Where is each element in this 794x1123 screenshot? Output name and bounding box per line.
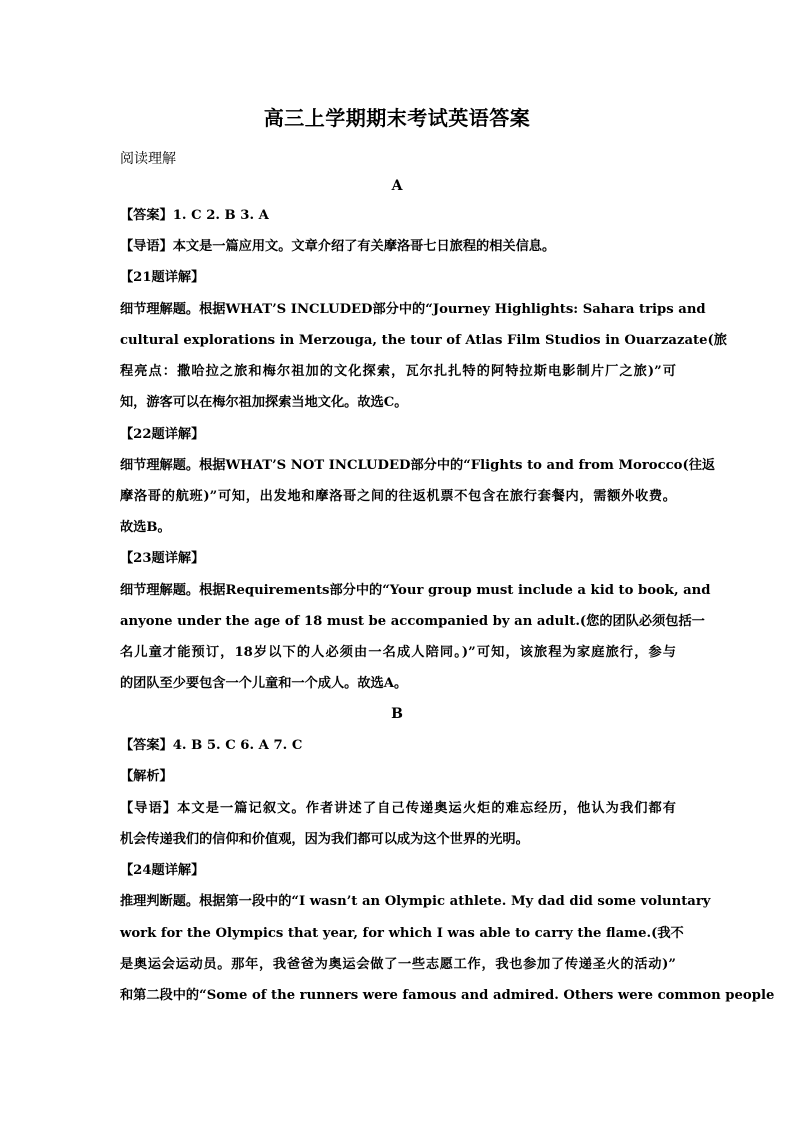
q24-line: 是奥运会运动员。那年，我爸爸为奥运会做了一些志愿工作，我也参加了传递圣火的活动)”: [120, 957, 676, 972]
q21-heading: 【21题详解】: [120, 270, 205, 285]
q22-line: 细节理解题。根据WHAT’S NOT INCLUDED部分中的“Flights to and from Morocco(往返: [120, 458, 716, 473]
part-b-answer: 【答案】4. B 5. C 6. A 7. C: [120, 738, 303, 753]
part-a-heading: A: [391, 178, 403, 194]
q21-line: 知，游客可以在梅尔祖加探索当地文化。故选C。: [120, 395, 408, 410]
q22-heading: 【22题详解】: [120, 427, 205, 442]
part-b-heading: B: [391, 706, 403, 722]
q23-line: 细节理解题。根据Requirements部分中的“Your group must include a kid to book, and: [120, 583, 711, 598]
q23-line: anyone under the age of 18 must be accompanied by an adult.(您的团队必须包括一: [120, 614, 705, 629]
part-b-guide-line: 机会传递我们的信仰和价值观，因为我们都可以成为这个世界的光明。: [120, 832, 529, 847]
q24-line: work for the Olympics that year, for which I was able to carry the flame.(我不: [120, 926, 684, 941]
section-label: 阅读理解: [120, 151, 176, 167]
q24-line: 和第二段中的“Some of the runners were famous and admired. Others were common people: [120, 988, 775, 1003]
q22-line: 故选B。: [120, 520, 171, 535]
part-b-analysis: 【解析】: [120, 769, 173, 784]
q21-line: cultural explorations in Merzouga, the tour of Atlas Film Studios in Ouarzazate(旅: [120, 333, 727, 348]
q24-line: 推理判断题。根据第一段中的“I wasn’t an Olympic athlete. My dad did some voluntary: [120, 894, 711, 909]
part-a-answer: 【答案】1. C 2. B 3. A: [120, 208, 269, 223]
q23-line: 的团队至少要包含一个儿童和一个成人。故选A。: [120, 676, 408, 691]
page-title: 高三上学期期末考试英语答案: [263, 106, 531, 130]
q23-line: 名儿童才能预订，18岁以下的人必须由一名成人陪同。)”可知，该旅程为家庭旅行，参与: [120, 645, 676, 660]
q24-heading: 【24题详解】: [120, 863, 205, 878]
part-b-guide-line: 【导语】本文是一篇记叙文。作者讲述了自己传递奥运火炬的难忘经历，他认为我们都有: [120, 801, 676, 816]
part-a-guide: 【导语】本文是一篇应用文。文章介绍了有关摩洛哥七日旅程的相关信息。: [120, 239, 556, 254]
q23-heading: 【23题详解】: [120, 551, 205, 566]
q21-line: 细节理解题。根据WHAT’S INCLUDED部分中的“Journey Highlights: Sahara trips and: [120, 302, 706, 317]
q21-line: 程亮点：撒哈拉之旅和梅尔祖加的文化探索，瓦尔扎扎特的阿特拉斯电影制片厂之旅)”可: [120, 364, 676, 379]
q22-line: 摩洛哥的航班)”可知，出发地和摩洛哥之间的往返机票不包含在旅行套餐内，需额外收费。: [120, 489, 676, 504]
